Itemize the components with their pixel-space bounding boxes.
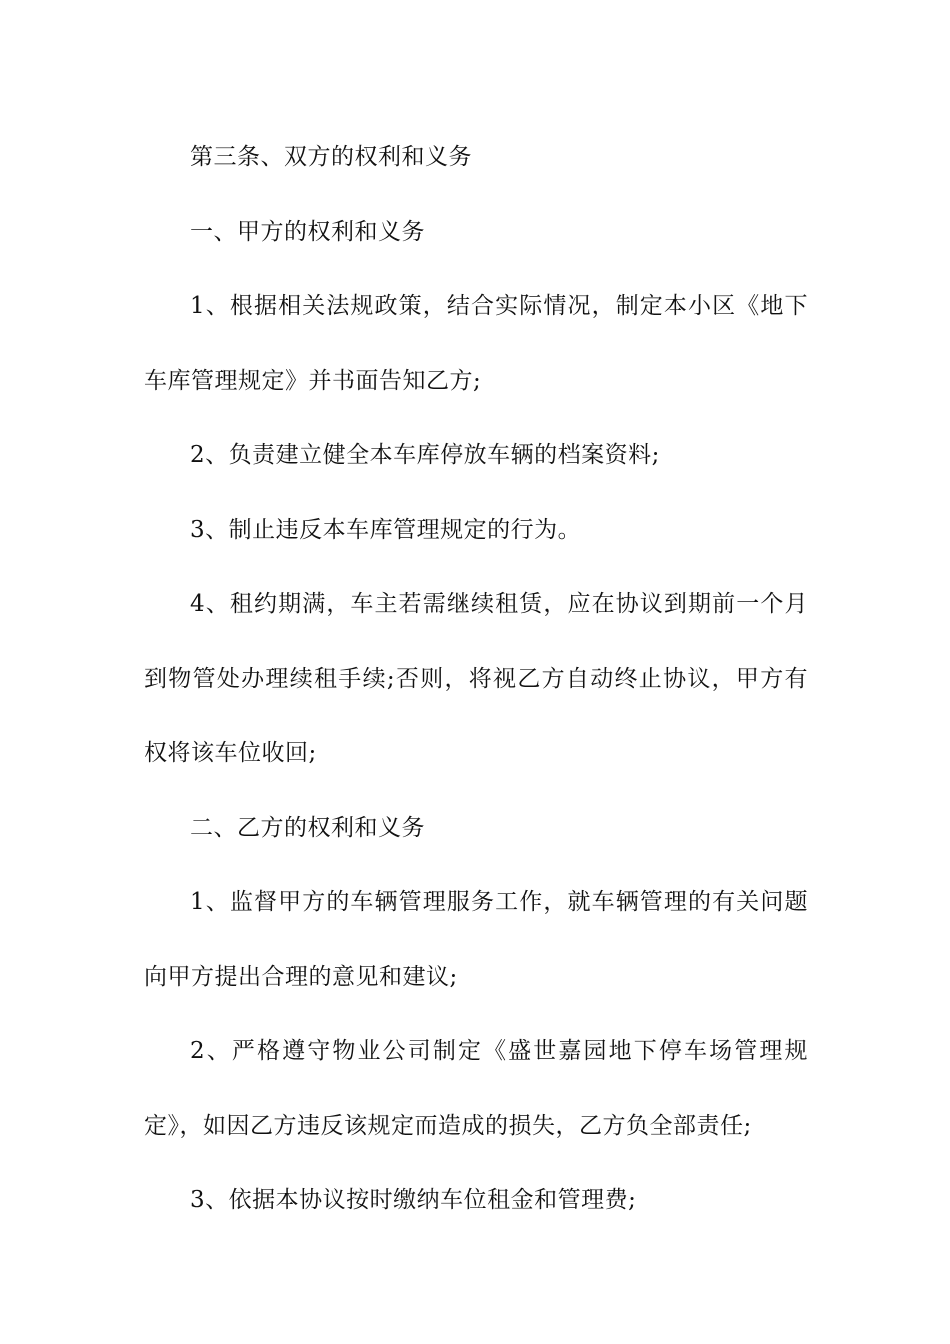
article-heading: 第三条、双方的权利和义务 (190, 144, 472, 170)
section-heading-party-a: 一、甲方的权利和义务 (190, 218, 425, 245)
document-body (144, 120, 808, 1238)
party-a-clause-2: 2、负责建立健全本车库停放车辆的档案资料; (190, 442, 660, 468)
party-a-clause-3: 3、制止违反本车库管理规定的行为。 (190, 516, 582, 543)
section-heading-party-b: 二、乙方的权利和义务 (190, 814, 425, 841)
party-a-clause-4: 4、租约期满，车主若需继续租赁，应在协议到期前一个月到物管处办理续租手续;否则，将视乙方自动终止协议，甲方有权将该车位收回; (144, 591, 808, 766)
party-b-clause-1: 1、监督甲方的车辆管理服务工作，就车辆管理的有关问题向甲方提出合理的意见和建议; (144, 889, 808, 990)
party-b-clause-2: 2、严格遵守物业公司制定《盛世嘉园地下停车场管理规定》，如因乙方违反该规定而造成的损失，乙方负全部责任; (144, 1038, 808, 1139)
party-a-clause-1: 1、根据相关法规政策，结合实际情况，制定本小区《地下车库管理规定》并书面告知乙方; (144, 293, 808, 394)
party-b-clause-3: 3、依据本协议按时缴纳车位租金和管理费; (190, 1187, 637, 1213)
